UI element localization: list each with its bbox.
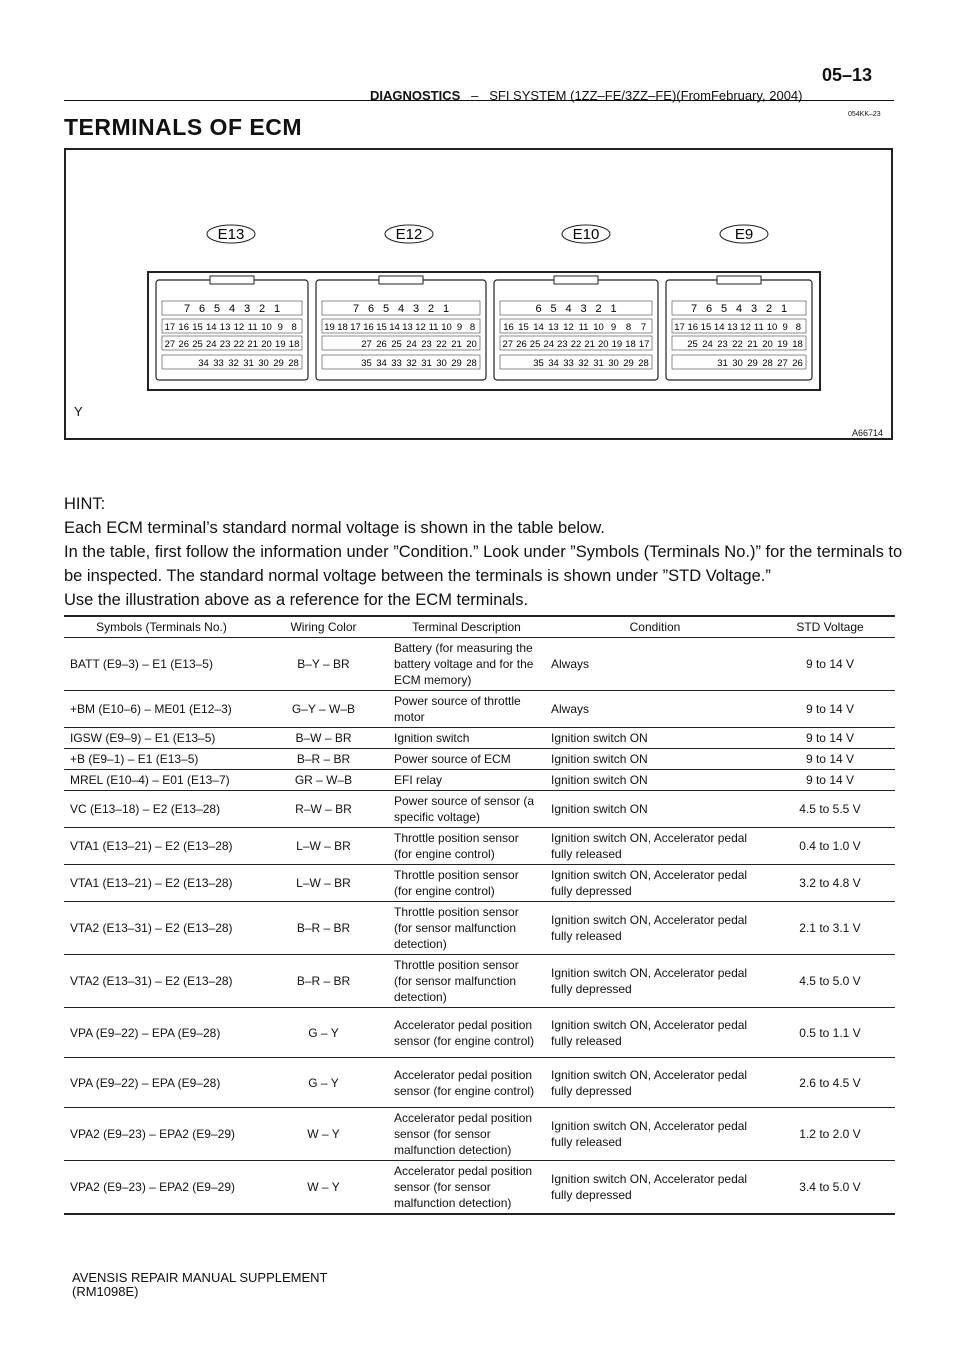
connector-label: E12 [395,226,423,243]
cell-wiring-color: L–W – BR [259,828,388,865]
cell-symbols: VTA2 (E13–31) – E2 (E13–28) [64,955,259,1008]
pin-number: 31 [243,358,254,369]
cell-voltage: 0.4 to 1.0 V [765,828,895,865]
pin-number: 28 [466,358,477,369]
cell-condition: Ignition switch ON, Accelerator pedal fully depressed [545,1058,765,1108]
table-row [64,749,895,770]
cell-description: Power source of ECM [388,749,545,770]
cell-voltage: 4.5 to 5.5 V [765,791,895,828]
cell-condition: Always [545,691,765,728]
cell-symbols: VPA (E9–22) – EPA (E9–28) [64,1008,259,1058]
connector-label: E10 [572,226,600,243]
hint-block [64,492,904,612]
cell-voltage: 2.1 to 3.1 V [765,902,895,955]
cell-description: Accelerator pedal position sensor (for engine control) [388,1058,545,1108]
pin-number: 3 [580,303,587,315]
pin-number: 13 [548,322,559,333]
figure-y-label: Y [74,404,83,419]
table-row [64,770,895,791]
pin-number: 23 [717,339,728,350]
footer [72,1271,328,1299]
pin-number: 6 [535,303,542,315]
col-symbols: Symbols (Terminals No.) [64,616,259,638]
pin-number: 34 [548,358,559,369]
pin-number: 32 [578,358,589,369]
pin-number: 19 [275,339,286,350]
pin-number: 18 [625,339,636,350]
pin-number: 5 [550,303,557,315]
pin-number: 24 [543,339,555,350]
pin-number: 23 [219,339,231,350]
col-wiring-color: Wiring Color [259,616,388,638]
cell-symbols: VTA1 (E13–21) – E2 (E13–28) [64,865,259,902]
pin-number: 7 [352,303,360,315]
cell-voltage: 3.4 to 5.0 V [799,1180,861,1194]
cell-voltage: 0.5 to 1.1 V [765,1008,895,1058]
cell-condition: Ignition switch ON [545,770,765,791]
pin-number: 12 [740,322,751,333]
cell-condition: Ignition switch ON [545,749,765,770]
pin-number: 15 [700,322,712,333]
cell-condition: Ignition switch ON, Accelerator pedal fully depressed [545,865,765,902]
hint-line-2: In the table, first follow the information under ”Condition.” Look under ”Symbols (Terminals No.)” for the terminals to be inspected. The standard normal voltage between the terminals is shown under ”STD Voltage.” [64,543,903,585]
cell-description: Battery (for measuring the battery voltage and for the ECM memory) [388,638,545,691]
cell-condition: Ignition switch ON, Accelerator pedal fully depressed [545,955,765,1008]
pin-number: 26 [792,358,803,369]
pin-number: 9 [782,322,788,333]
pin-number: 2 [595,303,602,315]
pin-number: 10 [766,322,778,333]
pin-number: 20 [597,339,609,350]
table-row [64,1008,895,1058]
cell-wiring-color: B–R – BR [259,749,388,770]
header-section: DIAGNOSTICS [370,88,461,103]
pin-number: 25 [391,339,402,350]
pin-number: 10 [261,322,272,333]
pin-number: 33 [213,358,224,369]
pin-number: 30 [436,358,447,369]
pin-number: 2 [258,303,266,315]
pin-number: 6 [705,303,713,315]
cell-condition: Always [545,638,765,691]
pin-number: 17 [638,339,650,350]
connector-latch [210,276,254,284]
cell-wiring-color: L–W – BR [259,865,388,902]
pin-number: 30 [258,358,269,369]
pin-number: 22 [233,339,245,350]
pin-number: 18 [337,322,348,333]
pin-number: 33 [391,358,402,369]
pin-number: 15 [376,322,387,333]
cell-description: Throttle position sensor (for engine control) [388,865,545,902]
cell-wiring-color: R–W – BR [259,791,388,828]
connector-latch [717,276,761,284]
pin-number: 15 [192,322,203,333]
page-number: 05–13 [822,65,873,85]
cell-symbols: IGSW (E9–9) – E1 (E13–5) [64,728,259,749]
pin-number: 3 [412,303,420,315]
pin-number: 26 [376,339,387,350]
pin-number: 1 [780,303,788,315]
cell-voltage: 9 to 14 V [765,728,895,749]
col-terminal-description: Terminal Description [388,616,545,638]
cell-condition: Ignition switch ON [545,728,765,749]
table-body [64,638,895,1215]
pin-number: 22 [436,339,447,350]
pin-number: 4 [735,303,743,315]
pin-number: 5 [382,303,390,315]
pin-number: 14 [713,322,725,333]
cell-description: Throttle position sensor (for engine control) [388,828,545,865]
pin-number: 25 [687,339,698,350]
pin-number: 8 [469,322,476,333]
cell-voltage: 4.5 to 5.0 V [765,955,895,1008]
pin-number: 11 [428,322,439,333]
header-dash: – [471,88,479,103]
pin-number: 28 [762,358,773,369]
pin-row [500,301,652,315]
pin-number: 31 [593,358,604,369]
pin-number: 25 [192,339,203,350]
pin-number: 9 [610,322,617,333]
pin-number: 29 [623,358,634,369]
pin-number: 22 [732,339,743,350]
table-row [64,728,895,749]
pin-number: 33 [563,358,574,369]
pin-number: 13 [402,322,413,333]
pin-number: 25 [529,339,541,350]
cell-condition: Ignition switch ON [545,791,765,828]
cell-voltage: 9 to 14 V [765,770,895,791]
pin-number: 26 [516,339,527,350]
pin-number: 17 [164,322,176,333]
pin-number: 3 [750,303,758,315]
pin-number: 5 [720,303,728,315]
cell-description: Accelerator pedal position sensor (for sensor malfunction detection) [394,1164,533,1210]
pin-number: 24 [702,339,713,350]
pin-number: 30 [732,358,743,369]
pin-number: 1 [273,303,281,315]
hint-line-1: Each ECM terminal’s standard normal voltage is shown in the table below. [64,519,605,537]
header-rule [64,100,894,101]
pin-number: 12 [415,322,426,333]
cell-symbols: +BM (E10–6) – ME01 (E12–3) [64,691,259,728]
pin-number: 34 [376,358,387,369]
connector-latch [379,276,423,284]
pin-number: 21 [247,339,258,350]
cell-description: EFI relay [388,770,545,791]
pin-number: 4 [228,303,236,315]
pin-number: 24 [206,339,217,350]
pin-number: 18 [288,339,300,350]
pin-number: 27 [777,358,788,369]
pin-number: 11 [247,322,258,333]
cell-wiring-color: B–Y – BR [259,638,388,691]
table-row [64,691,895,728]
pin-number: 11 [753,322,764,333]
cell-voltage: 9 to 14 V [765,691,895,728]
pin-number: 6 [198,303,206,315]
pin-number: 4 [565,303,572,315]
pin-number: 22 [570,339,582,350]
pin-number: 30 [608,358,619,369]
table-header-row [64,616,895,638]
table-row [64,828,895,865]
cell-symbols: VPA2 (E9–23) – EPA2 (E9–29) [64,1108,259,1161]
cell-wiring-color: G–Y – W–B [259,691,388,728]
pin-number: 10 [593,322,604,333]
cell-symbols: MREL (E10–4) – E01 (E13–7) [64,770,259,791]
col-std-voltage: STD Voltage [765,616,895,638]
hint-label: HINT: [64,495,106,513]
pin-number: 21 [747,339,758,350]
pin-number: 18 [792,339,803,350]
pin-number: 27 [502,339,514,350]
pin-number: 1 [610,303,617,315]
footer-line-2: (RM1098E) [72,1284,139,1299]
cell-voltage: 9 to 14 V [765,749,895,770]
cell-symbols: VTA2 (E13–31) – E2 (E13–28) [64,902,259,955]
table-row [64,791,895,828]
pin-number: 26 [178,339,189,350]
cell-wiring-color: W – Y [307,1180,340,1194]
cell-symbols: VPA2 (E9–23) – EPA2 (E9–29) [70,1180,235,1194]
cell-wiring-color: G – Y [259,1008,388,1058]
cell-condition: Ignition switch ON, Accelerator pedal fully released [545,902,765,955]
hint-line-3: Use the illustration above as a reference for the ECM terminals. [64,591,529,609]
cell-symbols: +B (E9–1) – E1 (E13–5) [64,749,259,770]
cell-description: Power source of throttle motor [388,691,545,728]
pin-number: 12 [233,322,245,333]
table-row [64,955,895,1008]
cell-wiring-color: B–R – BR [259,902,388,955]
cell-voltage: 2.6 to 4.5 V [765,1058,895,1108]
pin-number: 17 [674,322,685,333]
pin-number: 21 [584,339,595,350]
pin-number: 19 [611,339,623,350]
table-row [64,1058,895,1108]
pin-number: 8 [795,322,802,333]
cell-condition: Ignition switch ON, Accelerator pedal fully depressed [551,1172,748,1202]
pin-number: 34 [198,358,209,369]
table-row [64,638,895,691]
pin-number: 16 [687,322,699,333]
pin-number: 31 [421,358,432,369]
pin-number: 12 [563,322,574,333]
connector-figure [64,148,893,440]
pin-number: 7 [640,322,647,333]
pin-number: 29 [747,358,758,369]
cell-symbols: VC (E13–18) – E2 (E13–28) [64,791,259,828]
pin-number: 15 [518,322,529,333]
cell-symbols: VTA1 (E13–21) – E2 (E13–28) [64,828,259,865]
cell-voltage: 9 to 14 V [765,638,895,691]
pin-number: 3 [243,303,251,315]
pin-number: 20 [466,339,477,350]
cell-wiring-color: G – Y [259,1058,388,1108]
col-condition: Condition [545,616,765,638]
pin-number: 23 [421,339,432,350]
pin-number: 28 [288,358,299,369]
footer-line-1: AVENSIS REPAIR MANUAL SUPPLEMENT [72,1270,328,1285]
pin-number: 1 [442,303,450,315]
terminal-table [64,615,895,1215]
pin-number: 35 [533,358,544,369]
pin-number: 32 [228,358,239,369]
pin-number: 9 [277,322,283,333]
cell-voltage: 1.2 to 2.0 V [765,1108,895,1161]
page-title: TERMINALS OF ECM [64,114,302,140]
pin-number: 9 [456,322,463,333]
pin-number: 32 [406,358,417,369]
pin-number: 11 [578,322,589,333]
pin-number: 31 [717,358,728,369]
cell-condition: Ignition switch ON, Accelerator pedal fully released [545,1108,765,1161]
cell-wiring-color: GR – W–B [259,770,388,791]
pin-number: 21 [451,339,462,350]
pin-number: 20 [762,339,773,350]
figure-reference: A66714 [852,428,884,438]
cell-description: Power source of sensor (a specific voltage) [388,791,545,828]
pin-number: 27 [361,339,372,350]
cell-description: Ignition switch [388,728,545,749]
pin-number: 19 [777,339,788,350]
cell-voltage: 3.2 to 4.8 V [765,865,895,902]
header-subtitle: SFI SYSTEM (1ZZ–FE/3ZZ–FE)(FromFebruary, 2004) [489,88,803,103]
pin-number: 29 [273,358,284,369]
doc-code: 054KK–23 [848,111,881,118]
pin-number: 5 [213,303,221,315]
pin-number: 14 [533,322,544,333]
cell-condition: Ignition switch ON, Accelerator pedal fully released [545,828,765,865]
pin-number: 7 [183,303,191,315]
table-row [64,1108,895,1161]
table-row [64,1161,895,1215]
connector-diagram [66,150,891,438]
pin-number: 7 [690,303,698,315]
cell-wiring-color: B–W – BR [259,728,388,749]
pin-number: 2 [427,303,435,315]
pin-number: 24 [406,339,417,350]
pin-number: 19 [324,322,335,333]
pin-number: 23 [557,339,568,350]
connector-label: E9 [734,226,754,243]
pin-number: 16 [363,322,374,333]
cell-wiring-color: B–R – BR [259,955,388,1008]
pin-number: 35 [361,358,372,369]
pin-number: 28 [638,358,649,369]
pin-number: 6 [367,303,375,315]
pin-number: 2 [765,303,773,315]
pin-number: 10 [441,322,452,333]
table-row [64,865,895,902]
pin-number: 29 [451,358,462,369]
cell-description: Accelerator pedal position sensor (for engine control) [388,1008,545,1058]
pin-number: 8 [291,322,297,333]
pin-number: 14 [389,322,400,333]
pin-number: 13 [219,322,231,333]
cell-condition: Ignition switch ON, Accelerator pedal fully released [545,1008,765,1058]
cell-symbols: VPA (E9–22) – EPA (E9–28) [64,1058,259,1108]
pin-number: 4 [397,303,405,315]
pin-number: 16 [178,322,189,333]
cell-wiring-color: W – Y [259,1108,388,1161]
cell-description: Accelerator pedal position sensor (for sensor malfunction detection) [388,1108,545,1161]
pin-number: 27 [164,339,176,350]
pin-number: 17 [350,322,361,333]
cell-description: Throttle position sensor (for sensor malfunction detection) [388,902,545,955]
pin-number: 14 [206,322,217,333]
pin-number: 20 [261,339,272,350]
pin-number: 16 [503,322,514,333]
connector-latch [554,276,598,284]
pin-number: 13 [727,322,738,333]
cell-symbols: BATT (E9–3) – E1 (E13–5) [64,638,259,691]
cell-description: Throttle position sensor (for sensor malfunction detection) [388,955,545,1008]
pin-number: 8 [625,322,632,333]
connector-label: E13 [217,226,245,243]
table-row [64,902,895,955]
